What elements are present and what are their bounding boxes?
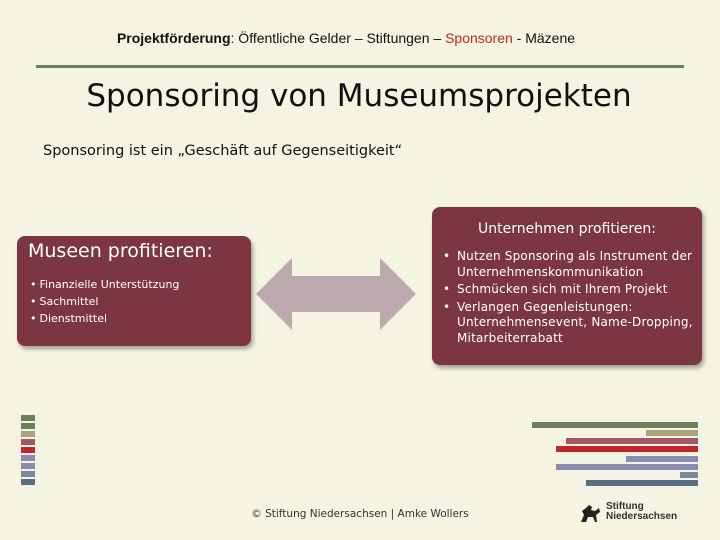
list-item bbox=[30, 276, 179, 293]
list-item-text: Schmücken sich mit Ihrem Projekt bbox=[457, 282, 668, 296]
header-text: : Öffentliche Gelder – Stiftungen – bbox=[230, 30, 446, 46]
list-item-text: Dienstmittel bbox=[39, 312, 108, 325]
footer-credit: © Stiftung Niedersachsen | Amke Wollers bbox=[251, 508, 469, 520]
list-item bbox=[443, 300, 699, 347]
logo-line1: Stiftung bbox=[606, 501, 644, 512]
slide-title: Sponsoring von Museumsprojekten bbox=[86, 78, 632, 114]
museen-box bbox=[17, 236, 251, 346]
horse-logo-icon bbox=[578, 502, 602, 526]
bullet: • bbox=[443, 299, 451, 314]
unternehmen-box bbox=[432, 207, 702, 365]
list-item-text: Finanzielle Unterstützung bbox=[39, 278, 180, 291]
list-item bbox=[443, 282, 699, 298]
unternehmen-heading: Unternehmen profitieren: bbox=[477, 221, 657, 237]
museen-list bbox=[30, 276, 179, 327]
logo-line2: Niedersachsen bbox=[606, 511, 678, 522]
header-bold: Projektförderung bbox=[116, 30, 231, 46]
double-headed-arrow-icon bbox=[256, 258, 416, 330]
list-item bbox=[30, 293, 179, 310]
bullet: • bbox=[443, 249, 451, 263]
list-item-text: Verlangen Gegenleistungen: Unternehmensevent, Name-Dropping, Mitarbeiterrabatt bbox=[457, 299, 693, 345]
list-item bbox=[443, 249, 699, 280]
unternehmen-list bbox=[443, 249, 699, 348]
list-item-text: Sachmittel bbox=[39, 295, 99, 308]
bullet: • bbox=[30, 295, 37, 308]
stiftung-logo bbox=[578, 500, 688, 528]
header-text-end: - Mäzene bbox=[512, 30, 576, 46]
list-item bbox=[30, 310, 179, 327]
header-divider bbox=[36, 65, 684, 68]
bullet: • bbox=[30, 278, 37, 291]
list-item-text: Nutzen Sponsoring als Instrument der Unternehmenskommunikation bbox=[457, 249, 693, 279]
museen-heading: Museen profitieren: bbox=[28, 240, 213, 262]
slide-header bbox=[0, 30, 692, 46]
slide-subtitle: Sponsoring ist ein „Geschäft auf Gegenseitigkeit“ bbox=[43, 143, 403, 159]
logo-text bbox=[606, 502, 677, 522]
header-highlight: Sponsoren bbox=[445, 30, 513, 46]
bullet: • bbox=[443, 282, 451, 296]
bullet: • bbox=[30, 312, 37, 325]
